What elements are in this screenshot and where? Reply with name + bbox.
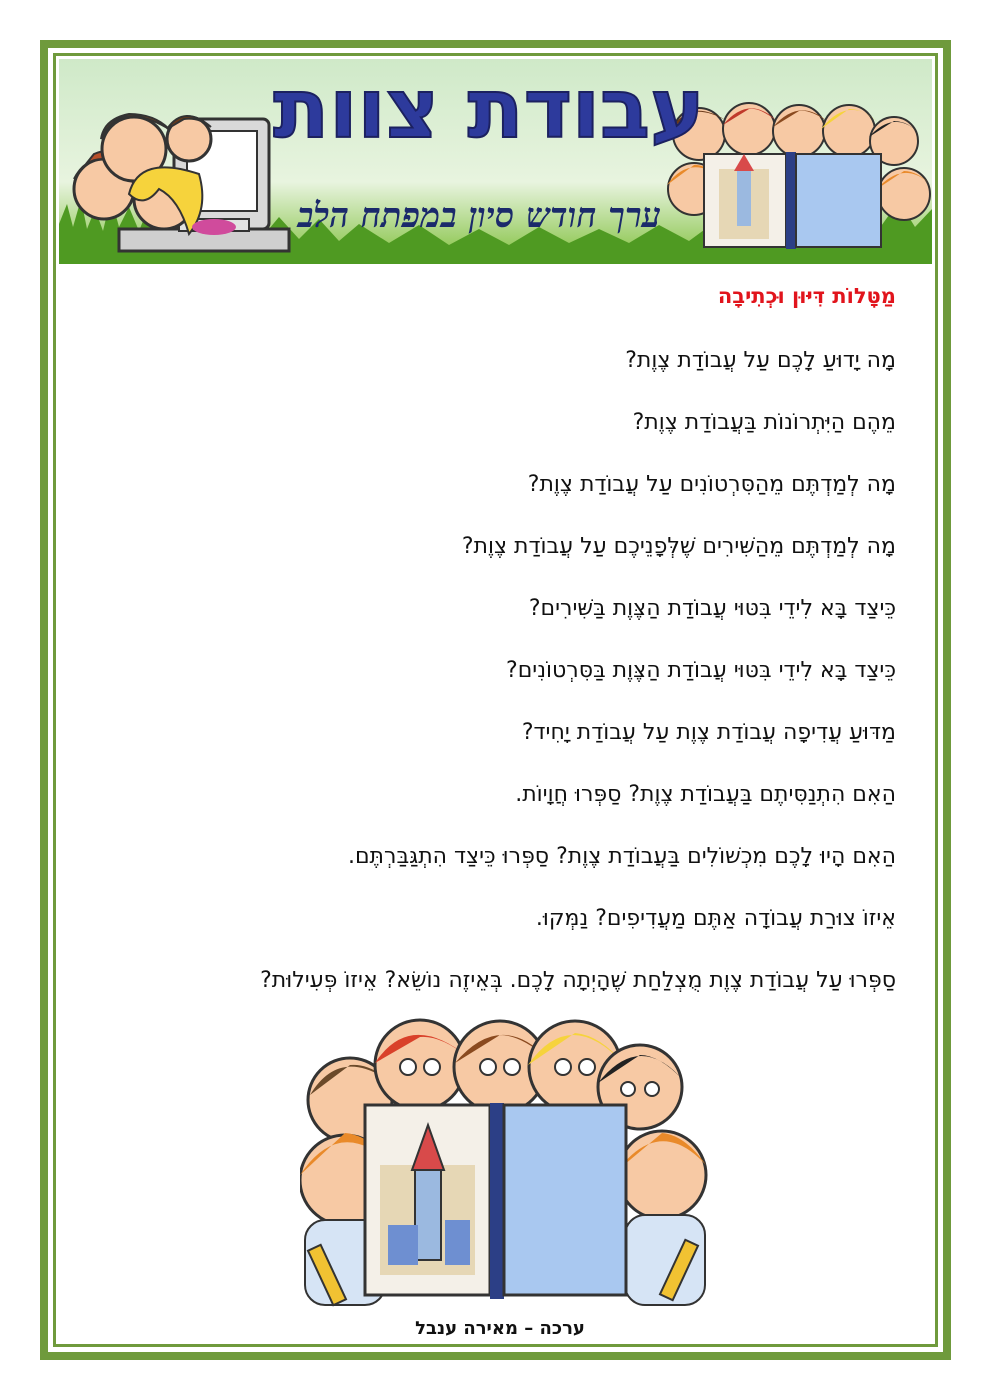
question-item: מַדּוּעַ עֲדִיפָה עֲבוֹדַת צֶוֶת עַל עֲבוֹדַת יָחִיד? bbox=[521, 720, 896, 745]
question-list bbox=[196, 330, 896, 1012]
question-item: כֵּיצַד בָּא לִידֵי בִּטּוּי עֲבוֹדַת הַצֶּוֶת בַּשִּׁירִים? bbox=[528, 596, 896, 621]
question-item: הַאִם הִתְנַסִּיתֶם בַּעֲבוֹדַת צֶוֶת? סַפְּרוּ חֲוָיוֹת. bbox=[515, 782, 896, 807]
question-item: כֵּיצַד בָּא לִידֵי בִּטּוּי עֲבוֹדַת הַצֶּוֶת בַּסִּרְטוֹנִים? bbox=[506, 658, 896, 683]
banner-title: עבודת צוות bbox=[273, 62, 705, 157]
banner-subtitle: ערך חודש סיון במפתח הלב bbox=[297, 196, 661, 236]
question-item: סַפְּרוּ עַל עֲבוֹדַת צֶוֶת מֻצְלַחַת שֶׁהָיְתָה לָכֶם. בְּאֵיזֶה נוֹשֵׂא? אֵיזוֹ פְּעִילוּת? bbox=[260, 968, 896, 993]
header-banner bbox=[59, 59, 932, 264]
tasks-heading: מַטָּלוֹת דִּיּוּן וּכְתִיבָה bbox=[717, 284, 896, 308]
question-item: מָה לְמַדְתֶּם מֵהַסִּרְטוֹנִים עַל עֲבוֹדַת צֶוֶת? bbox=[527, 472, 896, 497]
kids-with-book-illustration bbox=[300, 1005, 710, 1310]
author-credit: ערכה – מאירה ענבל bbox=[415, 1318, 585, 1339]
banner-illustration bbox=[59, 59, 932, 264]
question-item: הַאִם הָיוּ לָכֶם מִכְשׁוֹלִים בַּעֲבוֹדַת צֶוֶת? סַפְּרוּ כֵּיצַד הִתְגַּבַּרְתֶּם. bbox=[347, 844, 896, 869]
worksheet-content bbox=[196, 278, 896, 1012]
question-item: מָה יָדוּעַ לָכֶם עַל עֲבוֹדַת צֶוֶת? bbox=[625, 348, 896, 373]
question-item: מֵהֶם הַיִּתְרוֹנוֹת בַּעֲבוֹדַת צֶוֶת? bbox=[632, 410, 896, 435]
question-item: אֵיזוֹ צוּרַת עֲבוֹדָה אַתֶּם מַעֲדִיפִים? נַמְּקוּ. bbox=[535, 906, 896, 931]
question-item: מָה לְמַדְתֶּם מֵהַשִּׁירִים שֶׁלְּפָנֵיכֶם עַל עֲבוֹדַת צֶוֶת? bbox=[461, 534, 896, 559]
